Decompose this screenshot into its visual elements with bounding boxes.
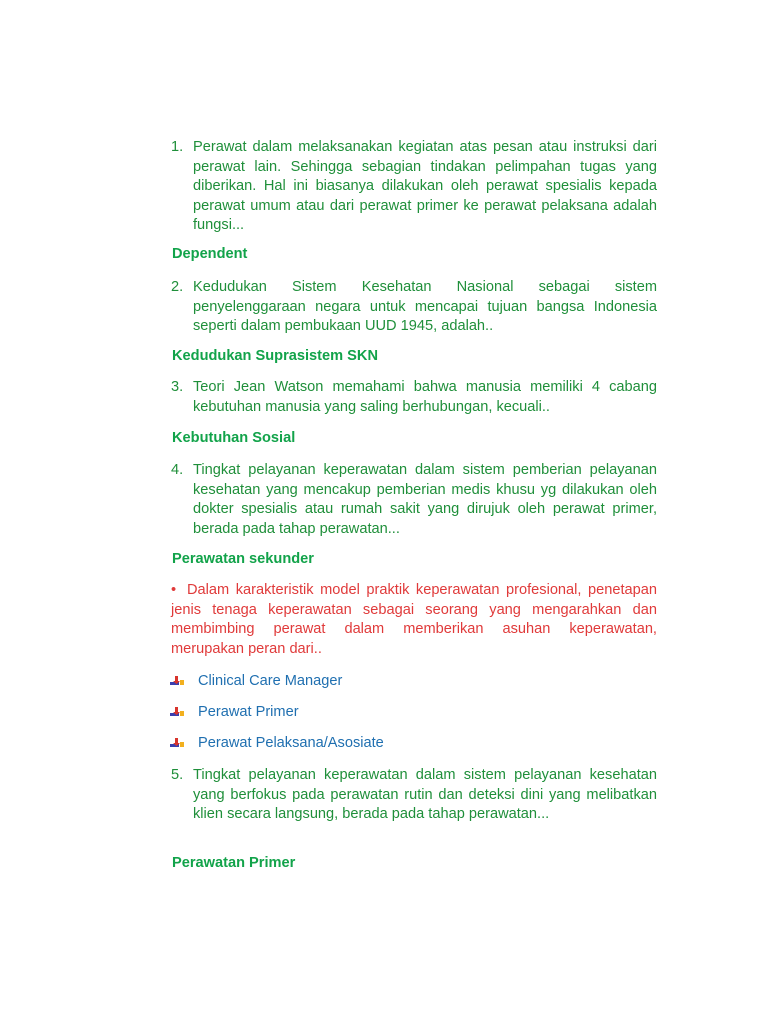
question-number: 3. bbox=[171, 379, 184, 395]
option-label: Clinical Care Manager bbox=[198, 673, 343, 689]
answer-5: Perawatan Primer bbox=[172, 855, 296, 871]
option-label: Perawat Pelaksana/Asosiate bbox=[198, 735, 384, 751]
question-2 bbox=[171, 278, 657, 337]
question-1 bbox=[171, 138, 657, 236]
question-text: Tingkat pelayanan keperawatan dalam sistem pemberian pelayanan kesehatan yang mencakup pemberian medis khusu yg dilakukan oleh dokter spesialis atau rumah sakit yang dirujuk oleh perawat primer, berada pada tahap perawatan... bbox=[193, 462, 657, 537]
question-text: Perawat dalam melaksanakan kegiatan atas pesan atau instruksi dari perawat lain. Sehingga sebagian tindakan pelimpahan tugas yang diberikan. Hal ini biasanya dilakukan oleh perawat spesialis kepada perawat umum atau dari perawat primer ke perawat pelaksana adalah fungsi... bbox=[193, 139, 657, 234]
question-number: 1. bbox=[171, 139, 184, 155]
bullet-marker: • bbox=[171, 582, 177, 598]
question-5 bbox=[171, 766, 657, 825]
bullet-question-text: Dalam karakteristik model praktik keperawatan profesional, penetapan jenis tenaga keperawatan sebagai seorang yang mengarahkan dan membimbing perawat dalam memberikan asuhan keperawatan, merupakan peran dari.. bbox=[171, 582, 657, 657]
question-text: Teori Jean Watson memahami bahwa manusia memiliki 4 cabang kebutuhan manusia yang saling berhubungan, kecuali.. bbox=[193, 379, 657, 415]
answer-1: Dependent bbox=[172, 246, 248, 262]
answer-3: Kebutuhan Sosial bbox=[172, 430, 296, 446]
question-text: Kedudukan Sistem Kesehatan Nasional sebagai sistem penyelenggaraan negara untuk mencapai tujuan bangsa Indonesia seperti dalam pembukaan UUD 1945, adalah.. bbox=[193, 279, 657, 335]
question-number: 5. bbox=[171, 767, 184, 783]
bullet-question bbox=[171, 581, 657, 659]
option-label: Perawat Primer bbox=[198, 704, 299, 720]
answer-4: Perawatan sekunder bbox=[172, 551, 314, 567]
question-text: Tingkat pelayanan keperawatan dalam sistem pelayanan kesehatan yang berfokus pada perawatan rutin dan deteksi dini yang melibatkan klien secara langsung, berada pada tahap perawatan... bbox=[193, 767, 657, 823]
arrow-bullet-icon bbox=[170, 706, 185, 718]
question-3 bbox=[171, 378, 657, 417]
answer-2: Kedudukan Suprasistem SKN bbox=[172, 348, 378, 364]
question-number: 2. bbox=[171, 279, 184, 295]
arrow-bullet-icon bbox=[170, 737, 185, 749]
question-number: 4. bbox=[171, 462, 184, 478]
question-4 bbox=[171, 461, 657, 539]
arrow-bullet-icon bbox=[170, 675, 185, 687]
